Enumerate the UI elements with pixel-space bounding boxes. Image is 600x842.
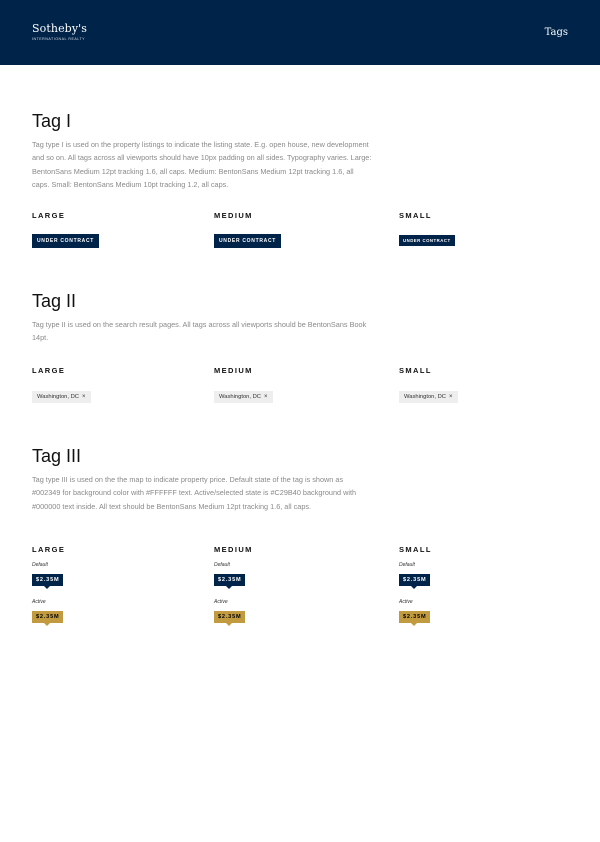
tag2-large-column <box>32 366 91 403</box>
tag2-small-label: Washington, DC <box>404 394 446 400</box>
tag2-small-column <box>399 366 458 403</box>
price-tag-default-large[interactable] <box>32 574 63 586</box>
tag2-large-label: Washington, DC <box>37 394 79 400</box>
pointer-arrow-icon <box>44 586 50 589</box>
logo-subtitle: INTERNATIONAL REALTY <box>32 37 86 41</box>
active-state-label: Active <box>214 599 228 605</box>
tag2-description: Tag type II is used on the search result pages. All tags across all viewports should be BentonSans Book 14pt. <box>32 320 367 343</box>
pointer-arrow-icon <box>226 623 232 626</box>
price-value: $2.35M <box>36 614 60 620</box>
price-tag-active-large[interactable] <box>32 611 63 623</box>
tag3-medium-column <box>214 545 253 623</box>
close-icon[interactable]: × <box>82 394 86 400</box>
logo-wordmark: Sotheby's <box>32 22 87 35</box>
tag2-small[interactable] <box>399 391 458 403</box>
active-state-label: Active <box>399 599 413 605</box>
tag2-large[interactable] <box>32 391 91 403</box>
pointer-arrow-icon <box>411 623 417 626</box>
size-label-large: LARGE <box>32 211 66 220</box>
close-icon[interactable]: × <box>264 394 268 400</box>
sothebys-logo[interactable] <box>32 23 87 42</box>
tag3-small-column <box>399 545 432 623</box>
price-value: $2.35M <box>218 614 242 620</box>
tag1-medium[interactable]: UNDER CONTRACT <box>214 234 281 248</box>
price-tag-active-small[interactable] <box>399 611 430 623</box>
tag1-section <box>32 110 572 191</box>
tag2-medium-column <box>214 366 273 403</box>
tag3-large-column <box>32 545 65 623</box>
tag1-medium-column <box>214 211 281 248</box>
header-bar <box>0 0 600 65</box>
size-label-medium: MEDIUM <box>214 366 253 375</box>
tag2-title: Tag II <box>32 291 77 311</box>
tag3-title: Tag III <box>32 446 82 466</box>
pointer-arrow-icon <box>226 586 232 589</box>
tag2-section <box>32 290 572 345</box>
tag2-medium-label: Washington, DC <box>219 394 261 400</box>
price-value: $2.35M <box>36 577 60 583</box>
size-label-small: SMALL <box>399 545 432 554</box>
price-tag-default-small[interactable] <box>399 574 430 586</box>
tag1-large-column <box>32 211 99 248</box>
close-icon[interactable]: × <box>449 394 453 400</box>
size-label-small: SMALL <box>399 211 432 220</box>
price-tag-active-medium[interactable] <box>214 611 245 623</box>
tag1-small[interactable]: UNDER CONTRACT <box>399 235 455 246</box>
price-tag-default-medium[interactable] <box>214 574 245 586</box>
tag2-medium[interactable] <box>214 391 273 403</box>
default-state-label: Default <box>32 562 48 568</box>
size-label-small: SMALL <box>399 366 432 375</box>
page-title: Tags <box>544 27 568 38</box>
size-label-large: LARGE <box>32 366 66 375</box>
tag3-description: Tag type III is used on the the map to indicate property price. Default state of the tag is shown as #002349 for background color with #FFFFFF text. Active/selected state is #C29B40 background with #000000 text inside. All text should be BentonSans Medium 12pt tracking 1.6, all caps. <box>32 475 357 511</box>
price-value: $2.35M <box>403 577 427 583</box>
pointer-arrow-icon <box>44 623 50 626</box>
price-value: $2.35M <box>218 577 242 583</box>
active-state-label: Active <box>32 599 46 605</box>
size-label-large: LARGE <box>32 545 66 554</box>
tag3-section <box>32 445 572 513</box>
tag1-description: Tag type I is used on the property listings to indicate the listing state. E.g. open house, new development and so on. All tags across all viewports should have 10px padding on all sides. Typography varies. Large: BentonSans Medium 12pt tracking 1.6, all caps. Medium: BentonSans Medium 12pt tracking 1.6, all caps. Small: BentonSans Medium 10pt tracking 1.2, all caps. <box>32 140 372 189</box>
default-state-label: Default <box>399 562 415 568</box>
default-state-label: Default <box>214 562 230 568</box>
tag1-small-column <box>399 211 455 247</box>
price-value: $2.35M <box>403 614 427 620</box>
tag1-title: Tag I <box>32 111 72 131</box>
pointer-arrow-icon <box>411 586 417 589</box>
size-label-medium: MEDIUM <box>214 211 253 220</box>
size-label-medium: MEDIUM <box>214 545 253 554</box>
tag1-large[interactable]: UNDER CONTRACT <box>32 234 99 248</box>
